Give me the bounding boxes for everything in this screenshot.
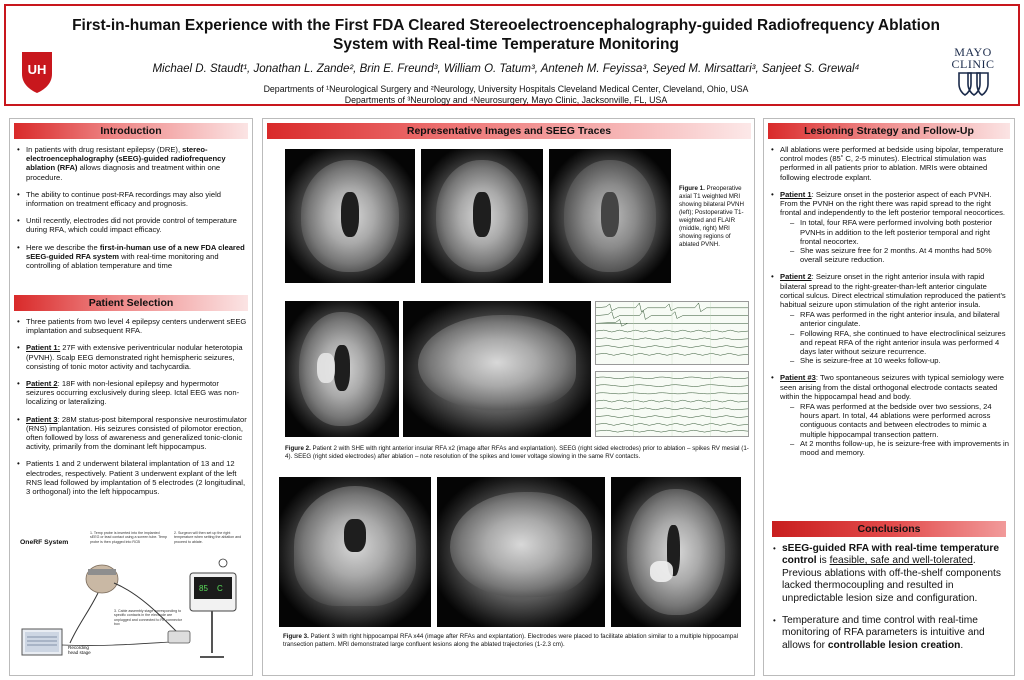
- lesioning-patient-3: • Patient #3: Two spontaneous seizures with typical semiology were seen arising from the distal orthogonal electrode contacts seated within the hippocampal head and body. – RFA was performed at the bedside over two sessions, 24 hours apart. In total, 44 ablations were performed across contiguous contacts and between electrodes to mimic a multiple hippocampal transection pattern. – At 2 months follow-up, he is seizure-free with improvements in mood and memory.: [770, 373, 1010, 457]
- patient-selection-text: [16, 317, 248, 504]
- poster-title: First-in-human Experience with the First FDA Cleared Stereoelectroencephalography-guided Radiofrequency Ablation System with Real-time Temperature Monitoring: [72, 17, 940, 53]
- lesioning-heading: Lesioning Strategy and Follow-Up: [768, 123, 1010, 139]
- patient-selection-heading: Patient Selection: [14, 295, 248, 311]
- svg-text:UH: UH: [27, 62, 47, 77]
- onerf-note-3: 3. Cable assembly stage corresponding to specific contacts in the electrode are unplugged and connected to RF connector box: [114, 609, 182, 627]
- fig2-seeg-trace-pre: [595, 301, 749, 365]
- svg-text:85: 85: [199, 584, 208, 593]
- fig2-seeg-trace-post: [595, 371, 749, 437]
- fig1-mri-postop-flair: [549, 149, 671, 283]
- left-column: [9, 118, 253, 676]
- selection-patient-1: • Patient 1: 27F with extensive periventricular nodular heterotopia (PVNH). Scalp EEG demonstrated right hemispheric seizures, consisting of tonic motor activity and tachycardia.: [16, 343, 248, 371]
- intro-bullet-2: • The ability to continue post-RFA recordings may also yield information on treatment efficacy and prognosis.: [16, 190, 248, 208]
- mayo-shields-icon: [955, 70, 991, 98]
- intro-bullet-1: • In patients with drug resistant epilepsy (DRE), stereo-electroencephalography (sEEG)-guided radiofrequency ablation (RFA) allows diagnosis and treatment within one procedure.: [16, 145, 248, 182]
- svg-text:C: C: [217, 584, 223, 593]
- fig1-caption: Figure 1. Preoperative axial T1 weighted MRI showing bilateral PVNH (left); Postoperative T1-weighted and FLAIR (middle, right) MRI showing regions of ablated PVNH.: [679, 185, 744, 248]
- lesioning-text: [770, 145, 1010, 465]
- poster-affiliations: [66, 84, 946, 106]
- fig3-mri-sagittal: [437, 477, 605, 627]
- onerf-label-head-stage: Recording head stage: [68, 645, 91, 656]
- intro-bullet-3: • Until recently, electrodes did not provide control of temperature during RFA, which could impact efficacy.: [16, 216, 248, 234]
- fig3-mri-coronal: [279, 477, 431, 627]
- fig3-mri-axial: [611, 477, 741, 627]
- poster-authors: Michael D. Staudt¹, Jonathan L. Zande², Brin E. Freund³, William O. Tatum³, Anteneh M. Feyissa³, Seyed M. Mirsattari³, Sanjeet S. Grewal⁴: [152, 63, 860, 75]
- fig1-mri-postop-t1: [421, 149, 543, 283]
- fig2-caption: Figure 2. Patient 2 with SHE with right anterior insular RFA x2 (image after RFAs and explantation). SEEG (right sided electrodes) prior to ablation – spikes RV mesial (1-4). SEEG (right sided electrodes) after ablation – note resolution of the spikes and lower voltage slowing in the same RV contacts.: [285, 445, 749, 460]
- selection-bullet-5: • Patients 1 and 2 underwent bilateral implantation of 13 and 12 electrodes, respectively. Patient 3 underwent explant of the left RNS lead followed by implantation of 5 electrodes (2 longitudinal, 3 orthogonal) into the left hippocampus.: [16, 459, 248, 496]
- affiliation-line-1: Departments of ¹Neurological Surgery and ²Neurology, University Hospitals Cleveland Medical Center, Cleveland, Ohio, USA: [263, 84, 749, 94]
- onerf-note-2: 2. Surgeon will then set up the right temperature when setting the ablation and proceed to ablate.: [174, 531, 242, 544]
- mayo-logo-line1: MAYO: [954, 45, 992, 59]
- lesioning-p2-sub-1: – RFA was performed in the right anterior insula, and bilateral anterior cingulate.: [780, 310, 1010, 328]
- lesioning-p3-sub-1: – RFA was performed at the bedside over two sessions, 24 hours apart. In total, 44 ablations were performed across contiguous contacts and between electrodes to mimic a multiple hippocampal transection pattern.: [780, 402, 1010, 439]
- conclusions-text: [772, 543, 1008, 662]
- right-column: [763, 118, 1015, 676]
- intro-bullet-4: • Here we describe the first-in-human use of a new FDA cleared sEEG-guided RFA system with real-time monitoring and controlling of ablation temperature and time: [16, 243, 248, 271]
- affiliation-line-2: Departments of ³Neurology and ⁴Neurosurgery, Mayo Clinic, Jacksonville, FL, USA: [344, 95, 668, 105]
- images-heading: Representative Images and SEEG Traces: [267, 123, 751, 139]
- poster-header: [4, 4, 1020, 106]
- selection-patient-3: • Patient 3: 28M status-post bitemporal responsive neurostimulator (RNS) implantation. His seizures consisted of pilomotor erection, often followed by loss of awareness and generalized tonic-clonic activity, primarily from the dominant left hippocampus.: [16, 415, 248, 452]
- lesioning-patient-1: • Patient 1: Seizure onset in the posterior aspect of each PVNH. From the PVNH on the right there was rapid spread to the right frontal and independently to the left posterior temporal neocortices. – In total, four RFA were performed involving both posterior PVNHs in addition to the left posterior temporal and right frontal neocortex. – She was seizure free for 2 months. At 4 months had 50% overall seizure reduction.: [770, 190, 1010, 265]
- lesioning-p2-sub-3: – She is seizure-free at 10 weeks follow-up.: [780, 356, 1010, 365]
- conclusion-bullet-2: • Temperature and time control with real-time monitoring of RFA parameters is intuitive and allows for controllable lesion creation.: [772, 615, 1008, 652]
- mayo-logo-line2: CLINIC: [951, 57, 995, 71]
- onerf-diagram: [18, 553, 246, 665]
- mayo-clinic-logo: [940, 46, 1006, 104]
- fig3-caption: Figure 3. Patient 3 with right hippocampal RFA x44 (image after RFAs and explantation). Electrodes were placed to facilitate ablation similar to a multiple hippocampal transection pattern. MRI demonstrated large confluent lesions along the ablated trajectories (1-2.3 cm).: [283, 633, 739, 648]
- fig2-mri-axial: [285, 301, 399, 437]
- uh-logo: [20, 50, 54, 94]
- fig1-mri-preop: [285, 149, 415, 283]
- conclusions-heading: Conclusions: [772, 521, 1006, 537]
- fig2-mri-sagittal: [403, 301, 591, 437]
- onerf-system-figure: [18, 529, 246, 665]
- lesioning-p1-sub-2: – She was seizure free for 2 months. At 4 months had 50% overall seizure reduction.: [780, 246, 1010, 264]
- conclusion-bullet-1: • sEEG-guided RFA with real-time temperature control is feasible, safe and well-tolerated. Previous ablations with off-the-shelf components lacked thermocoupling and resulted in unpredictable lesion size and configuration.: [772, 543, 1008, 605]
- onerf-note-1: 1. Temp probe is inserted into the implanted sEEG or lead contact using a screen tube. Temp probe is then plugged into RCB: [90, 531, 168, 544]
- selection-patient-2: • Patient 2: 18F with non-lesional epilepsy and hypermotor seizures occurring exclusively during sleep. Ictal EEG was non-localizing or lateralizing.: [16, 379, 248, 407]
- lesioning-bullet-1: • All ablations were performed at bedside using bipolar, temperature control modes (85˚ C, 2-5 minutes). Electrical stimulation was performed in all patients prior to ablation. MRIs were obtained following electrode explant.: [770, 145, 1010, 182]
- onerf-title: OneRF System: [20, 539, 69, 546]
- middle-column: [262, 118, 755, 676]
- lesioning-patient-2: • Patient 2: Seizure onset in the right anterior insula with rapid bilateral spread to the right-greater-than-left anterior cingulate cortical sulcus. Direct electrical stimulation reproduced the patient’s habitual seizure upon stimulation of the right anterior insula. – RFA was performed in the right anterior insula, and bilateral anterior cingulate. – Following RFA, she continued to have electroclinical seizures and repeat RFA of the right anterior insula was performed 4 days later without seizure recurrence. – She is seizure-free at 10 weeks follow-up.: [770, 272, 1010, 365]
- introduction-heading: Introduction: [14, 123, 248, 139]
- lesioning-p1-sub-1: – In total, four RFA were performed involving both posterior PVNHs in addition to the left posterior temporal and right frontal neocortex.: [780, 218, 1010, 246]
- introduction-text: [16, 145, 248, 278]
- lesioning-p2-sub-2: – Following RFA, she continued to have electroclinical seizures and repeat RFA of the right anterior insula was performed 4 days later without seizure recurrence.: [780, 329, 1010, 357]
- selection-bullet-1: • Three patients from two level 4 epilepsy centers underwent sEEG implantation and subsequent RFA.: [16, 317, 248, 335]
- lesioning-p3-sub-2: – At 2 months follow-up, he is seizure-free with improvements in mood and memory.: [780, 439, 1010, 457]
